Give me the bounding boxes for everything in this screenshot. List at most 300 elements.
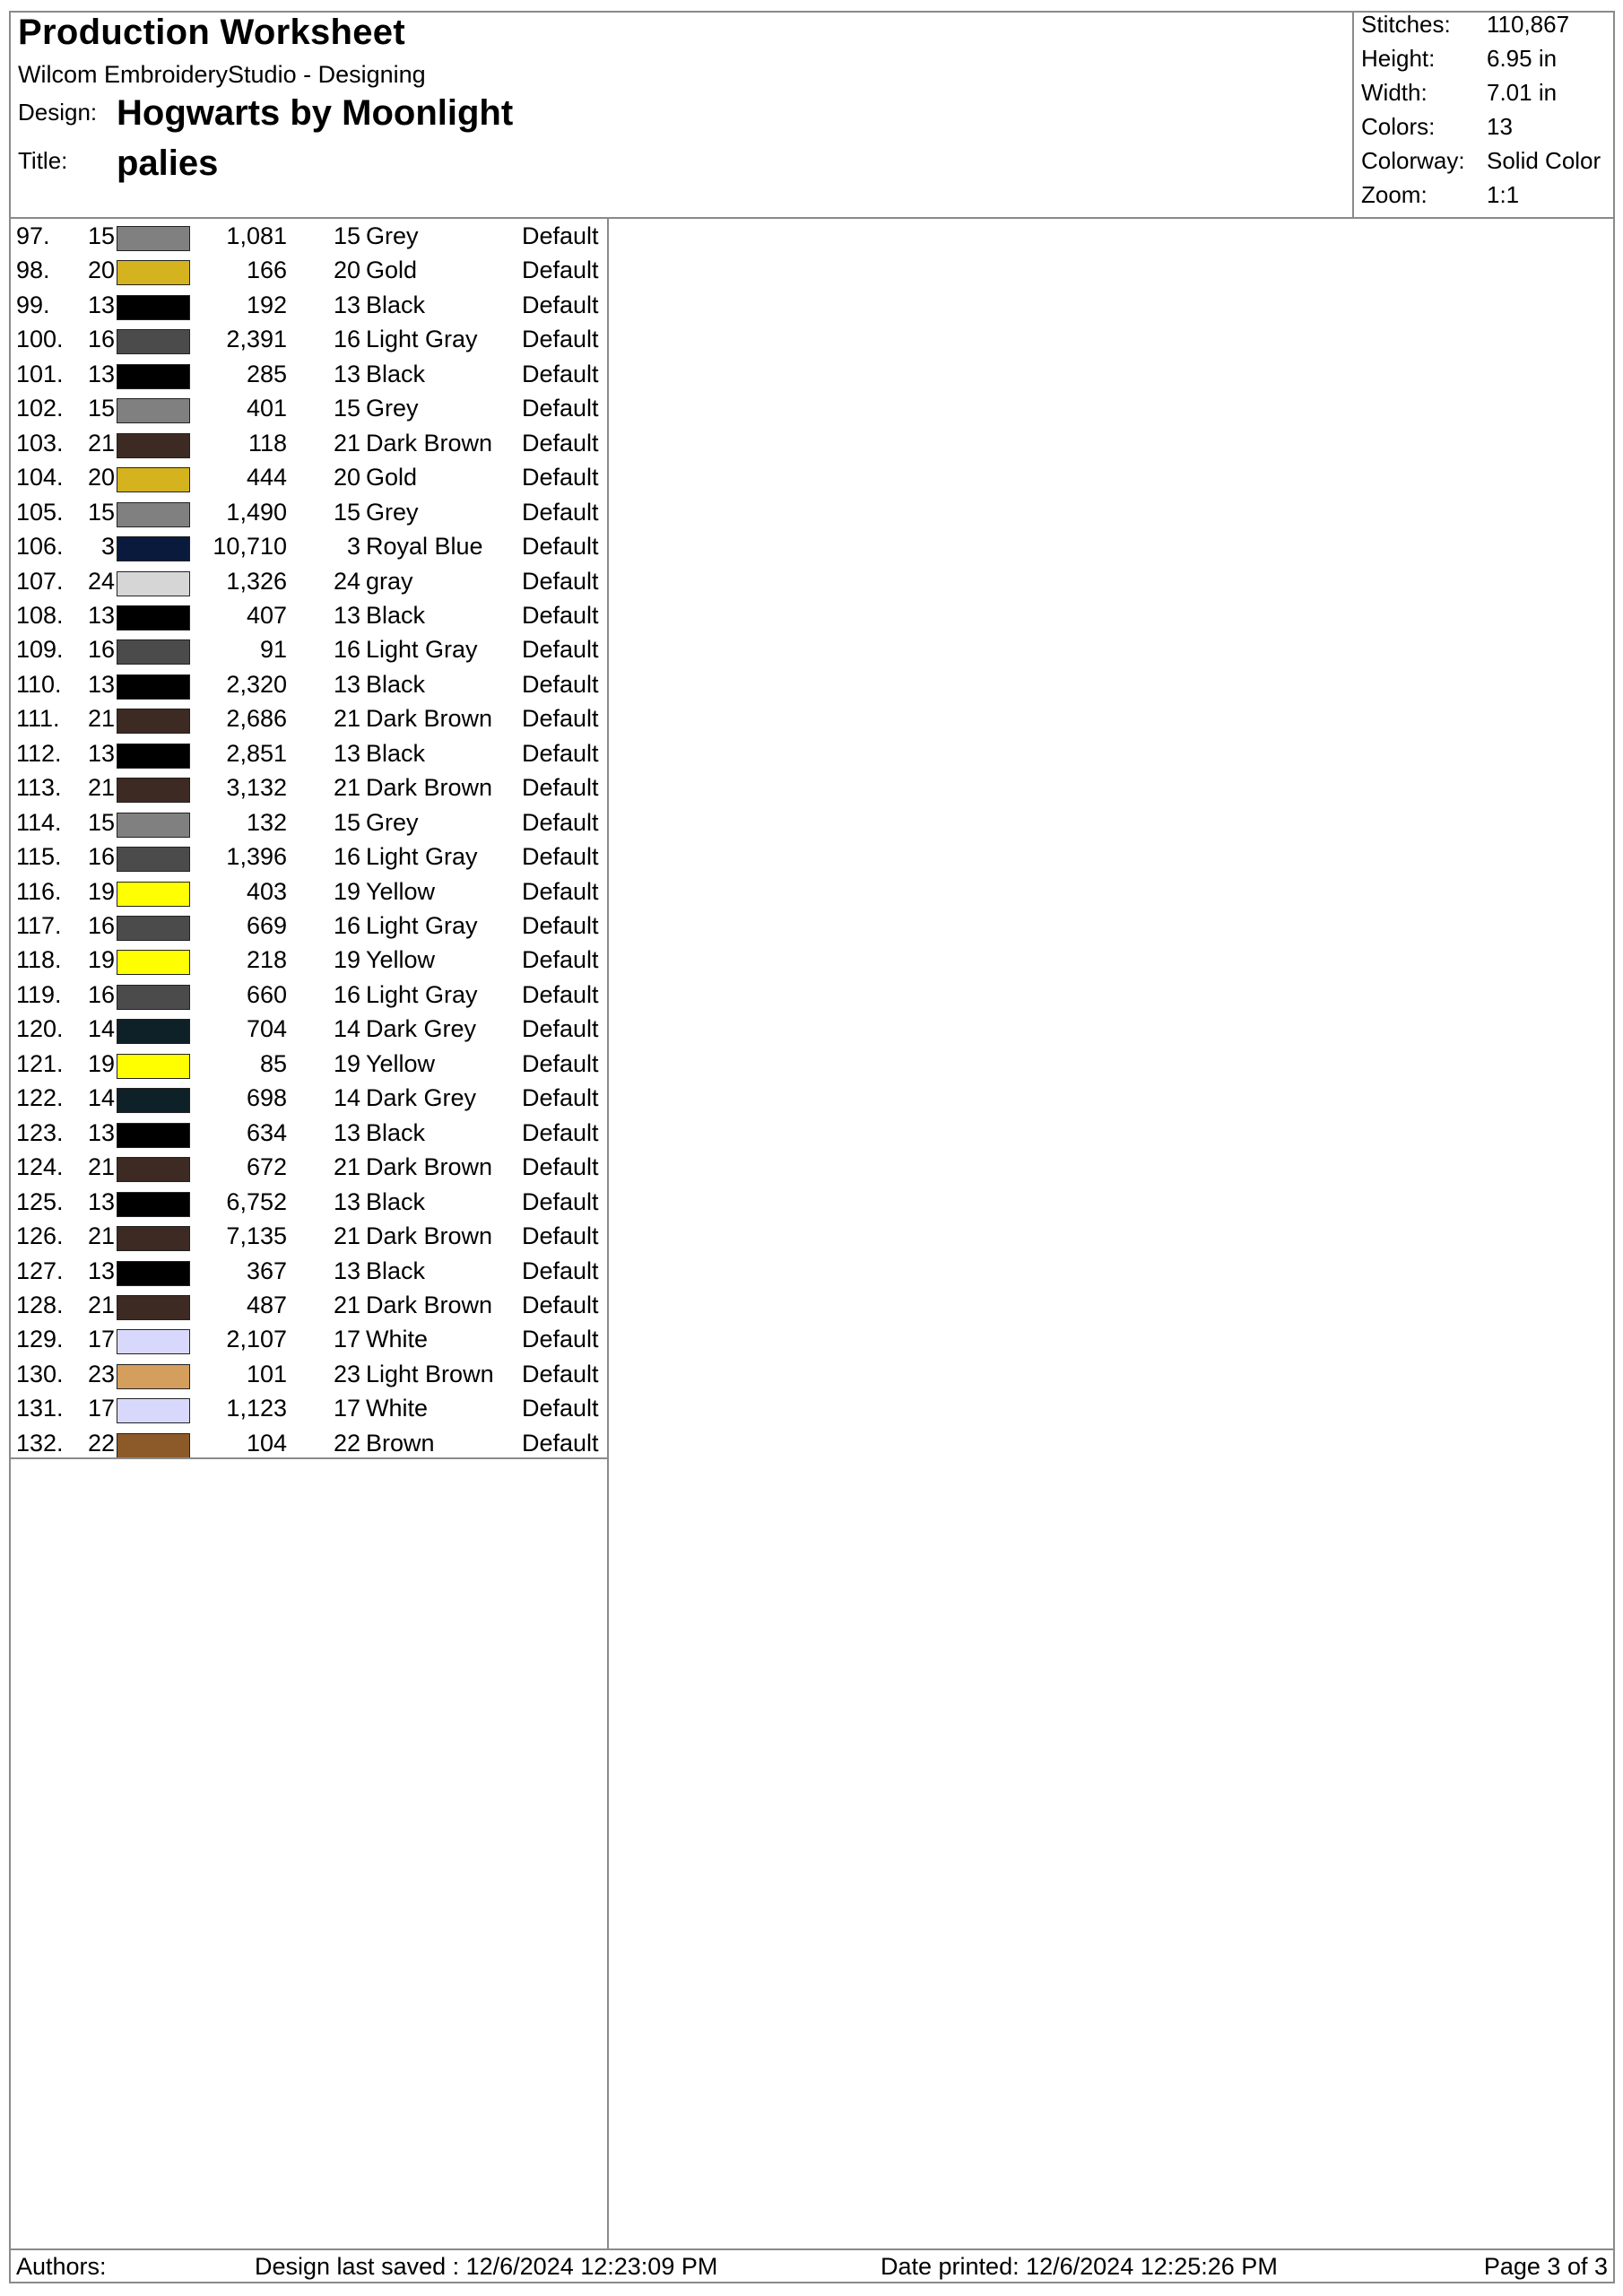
thread-number: 16 (333, 980, 360, 1008)
sequence-number: 108. (16, 601, 64, 629)
color-swatch (117, 1054, 190, 1079)
thread-number: 13 (333, 601, 360, 629)
thread-number: 15 (333, 395, 360, 422)
fabric-setting: Default (522, 670, 599, 698)
table-row (9, 1222, 609, 1257)
color-swatch (117, 260, 190, 285)
table-row (9, 222, 609, 257)
sequence-number: 117. (16, 912, 62, 939)
table-row (9, 1084, 609, 1118)
thread-name: Light Gray (366, 980, 478, 1008)
thread-number: 21 (333, 1291, 360, 1318)
thread-name: gray (366, 567, 413, 595)
color-swatch (117, 847, 190, 872)
fabric-setting: Default (522, 774, 599, 802)
color-code: 13 (87, 360, 115, 387)
thread-name: Black (366, 670, 426, 698)
sequence-number: 116. (16, 877, 62, 905)
color-sequence-table (9, 219, 609, 1460)
thread-name: Black (366, 1257, 426, 1284)
stitch-count: 1,326 (226, 567, 287, 595)
fabric-setting: Default (522, 843, 599, 871)
color-swatch (117, 674, 190, 700)
fabric-setting: Default (522, 1326, 599, 1353)
stitch-count: 166 (246, 257, 287, 284)
color-swatch (117, 1261, 190, 1286)
thread-name: Brown (366, 1429, 435, 1457)
sequence-number: 101. (16, 360, 64, 387)
fabric-setting: Default (522, 1118, 599, 1146)
table-row (9, 636, 609, 670)
color-code: 16 (87, 843, 115, 871)
color-swatch (117, 1329, 190, 1354)
color-swatch (117, 364, 190, 389)
thread-number: 15 (333, 498, 360, 526)
fabric-setting: Default (522, 980, 599, 1008)
table-row (9, 981, 609, 1015)
fabric-setting: Default (522, 705, 599, 733)
thread-number: 13 (333, 291, 360, 318)
color-swatch (117, 778, 190, 803)
thread-number: 13 (333, 670, 360, 698)
table-row (9, 1326, 609, 1360)
thread-name: Black (366, 360, 426, 387)
color-swatch (117, 639, 190, 665)
stitch-count: 2,320 (226, 670, 287, 698)
stitch-count: 2,391 (226, 326, 287, 353)
thread-number: 17 (333, 1326, 360, 1353)
thread-name: Gold (366, 257, 418, 284)
thread-name: Light Gray (366, 843, 478, 871)
page-number: Page 3 of 3 (1483, 2253, 1608, 2280)
color-swatch (117, 1157, 190, 1182)
fabric-setting: Default (522, 1429, 599, 1457)
table-row (9, 1015, 609, 1049)
fabric-setting: Default (522, 808, 599, 836)
thread-name: Black (366, 1118, 426, 1146)
color-swatch (117, 467, 190, 492)
thread-name: Black (366, 291, 426, 318)
color-code: 14 (87, 1015, 115, 1043)
thread-number: 22 (333, 1429, 360, 1457)
color-code: 19 (87, 946, 115, 974)
color-code: 15 (87, 808, 115, 836)
fabric-setting: Default (522, 533, 599, 561)
sequence-number: 130. (16, 1360, 64, 1387)
table-row (9, 395, 609, 429)
color-swatch (117, 882, 190, 907)
color-swatch (117, 1398, 190, 1423)
sequence-number: 118. (16, 946, 62, 974)
stat-value: 6.95 in (1487, 45, 1558, 72)
table-row (9, 1050, 609, 1084)
sequence-number: 99. (16, 291, 50, 318)
color-swatch (117, 571, 190, 596)
thread-number: 16 (333, 636, 360, 664)
fabric-setting: Default (522, 912, 599, 939)
stitch-count: 3,132 (226, 774, 287, 802)
table-row (9, 946, 609, 980)
stat-label: Stitches: (1361, 11, 1451, 38)
stitch-count: 2,686 (226, 705, 287, 733)
table-row (9, 671, 609, 705)
table-row (9, 1361, 609, 1395)
thread-name: Light Gray (366, 912, 478, 939)
stat-label: Width: (1361, 79, 1428, 106)
color-code: 13 (87, 1118, 115, 1146)
table-row (9, 326, 609, 360)
color-code: 21 (87, 1291, 115, 1318)
color-code: 14 (87, 1084, 115, 1112)
table-row (9, 1292, 609, 1326)
thread-name: Grey (366, 395, 419, 422)
color-code: 21 (87, 429, 115, 457)
color-swatch (117, 226, 190, 251)
color-swatch (117, 295, 190, 320)
sequence-number: 102. (16, 395, 64, 422)
thread-name: Dark Grey (366, 1015, 477, 1043)
stitch-count: 10,710 (213, 533, 287, 561)
table-row (9, 740, 609, 774)
table-row (9, 912, 609, 946)
table-row (9, 809, 609, 843)
thread-number: 21 (333, 1222, 360, 1250)
left-column-empty (9, 1459, 609, 2248)
fabric-setting: Default (522, 877, 599, 905)
title-value: palies (117, 144, 219, 183)
fabric-setting: Default (522, 1360, 599, 1387)
color-swatch (117, 709, 190, 734)
color-code: 17 (87, 1395, 115, 1422)
thread-number: 23 (333, 1360, 360, 1387)
stitch-count: 132 (246, 808, 287, 836)
sequence-number: 112. (16, 739, 62, 767)
color-swatch (117, 744, 190, 769)
color-code: 13 (87, 1257, 115, 1284)
fabric-setting: Default (522, 946, 599, 974)
thread-name: Yellow (366, 1049, 436, 1077)
sequence-number: 115. (16, 843, 62, 871)
color-swatch (117, 433, 190, 458)
table-row (9, 1119, 609, 1153)
table-row (9, 499, 609, 533)
thread-name: Dark Brown (366, 1153, 493, 1181)
worksheet-header (9, 11, 1615, 219)
fabric-setting: Default (522, 1187, 599, 1215)
color-code: 21 (87, 1222, 115, 1250)
fabric-setting: Default (522, 1291, 599, 1318)
color-code: 13 (87, 739, 115, 767)
sequence-number: 132. (16, 1429, 64, 1457)
stitch-count: 367 (246, 1257, 287, 1284)
color-swatch (117, 398, 190, 423)
color-code: 19 (87, 877, 115, 905)
title-label: Title: (18, 147, 68, 174)
sequence-number: 105. (16, 498, 64, 526)
thread-number: 13 (333, 739, 360, 767)
stitch-count: 218 (246, 946, 287, 974)
color-swatch (117, 1295, 190, 1320)
fabric-setting: Default (522, 360, 599, 387)
thread-name: Light Gray (366, 326, 478, 353)
fabric-setting: Default (522, 395, 599, 422)
thread-name: White (366, 1326, 429, 1353)
thread-name: Dark Brown (366, 705, 493, 733)
color-swatch (117, 1019, 190, 1044)
table-row (9, 568, 609, 602)
color-swatch (117, 1123, 190, 1148)
thread-name: Grey (366, 808, 419, 836)
fabric-setting: Default (522, 222, 599, 249)
thread-number: 13 (333, 1257, 360, 1284)
fabric-setting: Default (522, 429, 599, 457)
thread-number: 19 (333, 946, 360, 974)
stitch-count: 91 (259, 636, 287, 664)
thread-name: Black (366, 739, 426, 767)
sequence-number: 129. (16, 1326, 64, 1353)
stat-label: Colorway: (1361, 147, 1465, 174)
stitch-count: 403 (246, 877, 287, 905)
sequence-number: 119. (16, 980, 62, 1008)
thread-number: 24 (333, 567, 360, 595)
stat-value: Solid Color (1487, 147, 1601, 174)
sequence-number: 120. (16, 1015, 64, 1043)
color-swatch (117, 329, 190, 354)
table-row (9, 705, 609, 739)
fabric-setting: Default (522, 1257, 599, 1284)
stitch-count: 118 (247, 429, 287, 457)
fabric-setting: Default (522, 1222, 599, 1250)
thread-number: 21 (333, 774, 360, 802)
stat-label: Colors: (1361, 113, 1436, 140)
sequence-number: 97. (16, 222, 50, 249)
stat-value: 1:1 (1487, 181, 1520, 208)
color-code: 21 (87, 774, 115, 802)
thread-name: Yellow (366, 877, 436, 905)
sequence-number: 98. (16, 257, 50, 284)
thread-number: 21 (333, 429, 360, 457)
thread-number: 19 (333, 877, 360, 905)
fabric-setting: Default (522, 601, 599, 629)
color-swatch (117, 1364, 190, 1389)
sequence-number: 107. (16, 567, 64, 595)
thread-name: Gold (366, 464, 418, 491)
authors-label: Authors: (16, 2253, 107, 2280)
thread-number: 14 (333, 1015, 360, 1043)
thread-number: 16 (333, 843, 360, 871)
stitch-count: 192 (246, 291, 287, 318)
color-code: 23 (87, 1360, 115, 1387)
color-code: 19 (87, 1049, 115, 1077)
stitch-count: 101 (246, 1360, 287, 1387)
sequence-number: 126. (16, 1222, 64, 1250)
table-row (9, 602, 609, 636)
color-code: 13 (87, 601, 115, 629)
fabric-setting: Default (522, 1395, 599, 1422)
thread-number: 15 (333, 808, 360, 836)
stitch-count: 444 (246, 464, 287, 491)
thread-name: Grey (366, 222, 419, 249)
stitch-count: 1,396 (226, 843, 287, 871)
thread-number: 3 (346, 533, 360, 561)
color-swatch (117, 950, 190, 975)
fabric-setting: Default (522, 464, 599, 491)
thread-name: White (366, 1395, 429, 1422)
color-code: 15 (87, 498, 115, 526)
color-code: 21 (87, 705, 115, 733)
color-swatch (117, 1433, 190, 1458)
stitch-count: 104 (246, 1429, 287, 1457)
page-title: Production Worksheet (18, 13, 405, 52)
fabric-setting: Default (522, 326, 599, 353)
sequence-number: 109. (16, 636, 64, 664)
color-code: 13 (87, 1187, 115, 1215)
color-swatch (117, 985, 190, 1010)
thread-number: 15 (333, 222, 360, 249)
thread-name: Grey (366, 498, 419, 526)
stitch-count: 698 (246, 1084, 287, 1112)
color-swatch (117, 502, 190, 527)
thread-number: 17 (333, 1395, 360, 1422)
sequence-number: 114. (16, 808, 62, 836)
sequence-number: 123. (16, 1118, 64, 1146)
thread-name: Yellow (366, 946, 436, 974)
thread-number: 21 (333, 1153, 360, 1181)
date-printed: Date printed: 12/6/2024 12:25:26 PM (881, 2253, 1278, 2280)
table-row (9, 533, 609, 567)
stitch-count: 1,123 (226, 1395, 287, 1422)
color-code: 20 (87, 257, 115, 284)
table-row (9, 361, 609, 395)
color-swatch (117, 1088, 190, 1113)
stat-value: 110,867 (1487, 11, 1570, 38)
stitch-count: 6,752 (226, 1187, 287, 1215)
fabric-setting: Default (522, 1153, 599, 1181)
stat-label: Height: (1361, 45, 1436, 72)
color-code: 15 (87, 222, 115, 249)
thread-number: 20 (333, 464, 360, 491)
thread-name: Black (366, 1187, 426, 1215)
table-row (9, 843, 609, 877)
stat-value: 13 (1487, 113, 1513, 140)
design-name: Hogwarts by Moonlight (117, 93, 514, 133)
color-code: 3 (100, 533, 115, 561)
thread-number: 13 (333, 1187, 360, 1215)
sequence-number: 128. (16, 1291, 64, 1318)
color-swatch (117, 605, 190, 631)
fabric-setting: Default (522, 291, 599, 318)
stitch-count: 401 (246, 395, 287, 422)
color-code: 20 (87, 464, 115, 491)
stitch-count: 7,135 (226, 1222, 287, 1250)
stitch-count: 672 (246, 1153, 287, 1181)
sequence-number: 100. (16, 326, 64, 353)
stitch-count: 704 (246, 1015, 287, 1043)
thread-number: 14 (333, 1084, 360, 1112)
table-row (9, 1257, 609, 1292)
thread-name: Dark Brown (366, 1222, 493, 1250)
fabric-setting: Default (522, 1049, 599, 1077)
color-code: 21 (87, 1153, 115, 1181)
fabric-setting: Default (522, 739, 599, 767)
thread-number: 13 (333, 360, 360, 387)
thread-name: Dark Brown (366, 1291, 493, 1318)
sequence-number: 110. (16, 670, 62, 698)
sequence-number: 125. (16, 1187, 64, 1215)
color-swatch (117, 916, 190, 941)
thread-name: Light Gray (366, 636, 478, 664)
sequence-number: 121. (16, 1049, 64, 1077)
stitch-count: 285 (246, 360, 287, 387)
thread-name: Dark Brown (366, 429, 493, 457)
stitch-count: 669 (246, 912, 287, 939)
stat-value: 7.01 in (1487, 79, 1558, 106)
color-code: 24 (87, 567, 115, 595)
thread-name: Royal Blue (366, 533, 483, 561)
sequence-number: 122. (16, 1084, 64, 1112)
sequence-number: 113. (16, 774, 62, 802)
table-row (9, 291, 609, 326)
table-row (9, 774, 609, 808)
thread-name: Dark Brown (366, 774, 493, 802)
color-code: 13 (87, 291, 115, 318)
color-code: 16 (87, 912, 115, 939)
color-swatch (117, 536, 190, 561)
table-row (9, 430, 609, 464)
thread-number: 16 (333, 912, 360, 939)
stat-label: Zoom: (1361, 181, 1428, 208)
color-swatch (117, 1192, 190, 1217)
sequence-number: 111. (16, 705, 60, 733)
stitch-count: 1,490 (226, 498, 287, 526)
sequence-number: 124. (16, 1153, 64, 1181)
thread-number: 19 (333, 1049, 360, 1077)
table-row (9, 257, 609, 291)
thread-number: 16 (333, 326, 360, 353)
stitch-count: 407 (246, 601, 287, 629)
table-row (9, 464, 609, 498)
thread-number: 20 (333, 257, 360, 284)
color-code: 16 (87, 980, 115, 1008)
sequence-number: 104. (16, 464, 64, 491)
color-code: 13 (87, 670, 115, 698)
fabric-setting: Default (522, 1084, 599, 1112)
design-stats-panel (1352, 11, 1613, 217)
last-saved: Design last saved : 12/6/2024 12:23:09 PM (255, 2253, 718, 2280)
table-row (9, 1153, 609, 1187)
table-row (9, 878, 609, 912)
stitch-count: 634 (246, 1118, 287, 1146)
color-code: 15 (87, 395, 115, 422)
worksheet-footer (9, 2248, 1615, 2283)
application-name: Wilcom EmbroideryStudio - Designing (18, 61, 426, 88)
stitch-count: 660 (246, 980, 287, 1008)
thread-name: Black (366, 601, 426, 629)
sequence-number: 106. (16, 533, 64, 561)
color-code: 22 (87, 1429, 115, 1457)
fabric-setting: Default (522, 567, 599, 595)
fabric-setting: Default (522, 498, 599, 526)
sequence-number: 103. (16, 429, 64, 457)
table-row (9, 1395, 609, 1429)
fabric-setting: Default (522, 257, 599, 284)
thread-number: 13 (333, 1118, 360, 1146)
color-code: 17 (87, 1326, 115, 1353)
fabric-setting: Default (522, 636, 599, 664)
color-code: 16 (87, 636, 115, 664)
stitch-count: 85 (259, 1049, 287, 1077)
thread-name: Dark Grey (366, 1084, 477, 1112)
